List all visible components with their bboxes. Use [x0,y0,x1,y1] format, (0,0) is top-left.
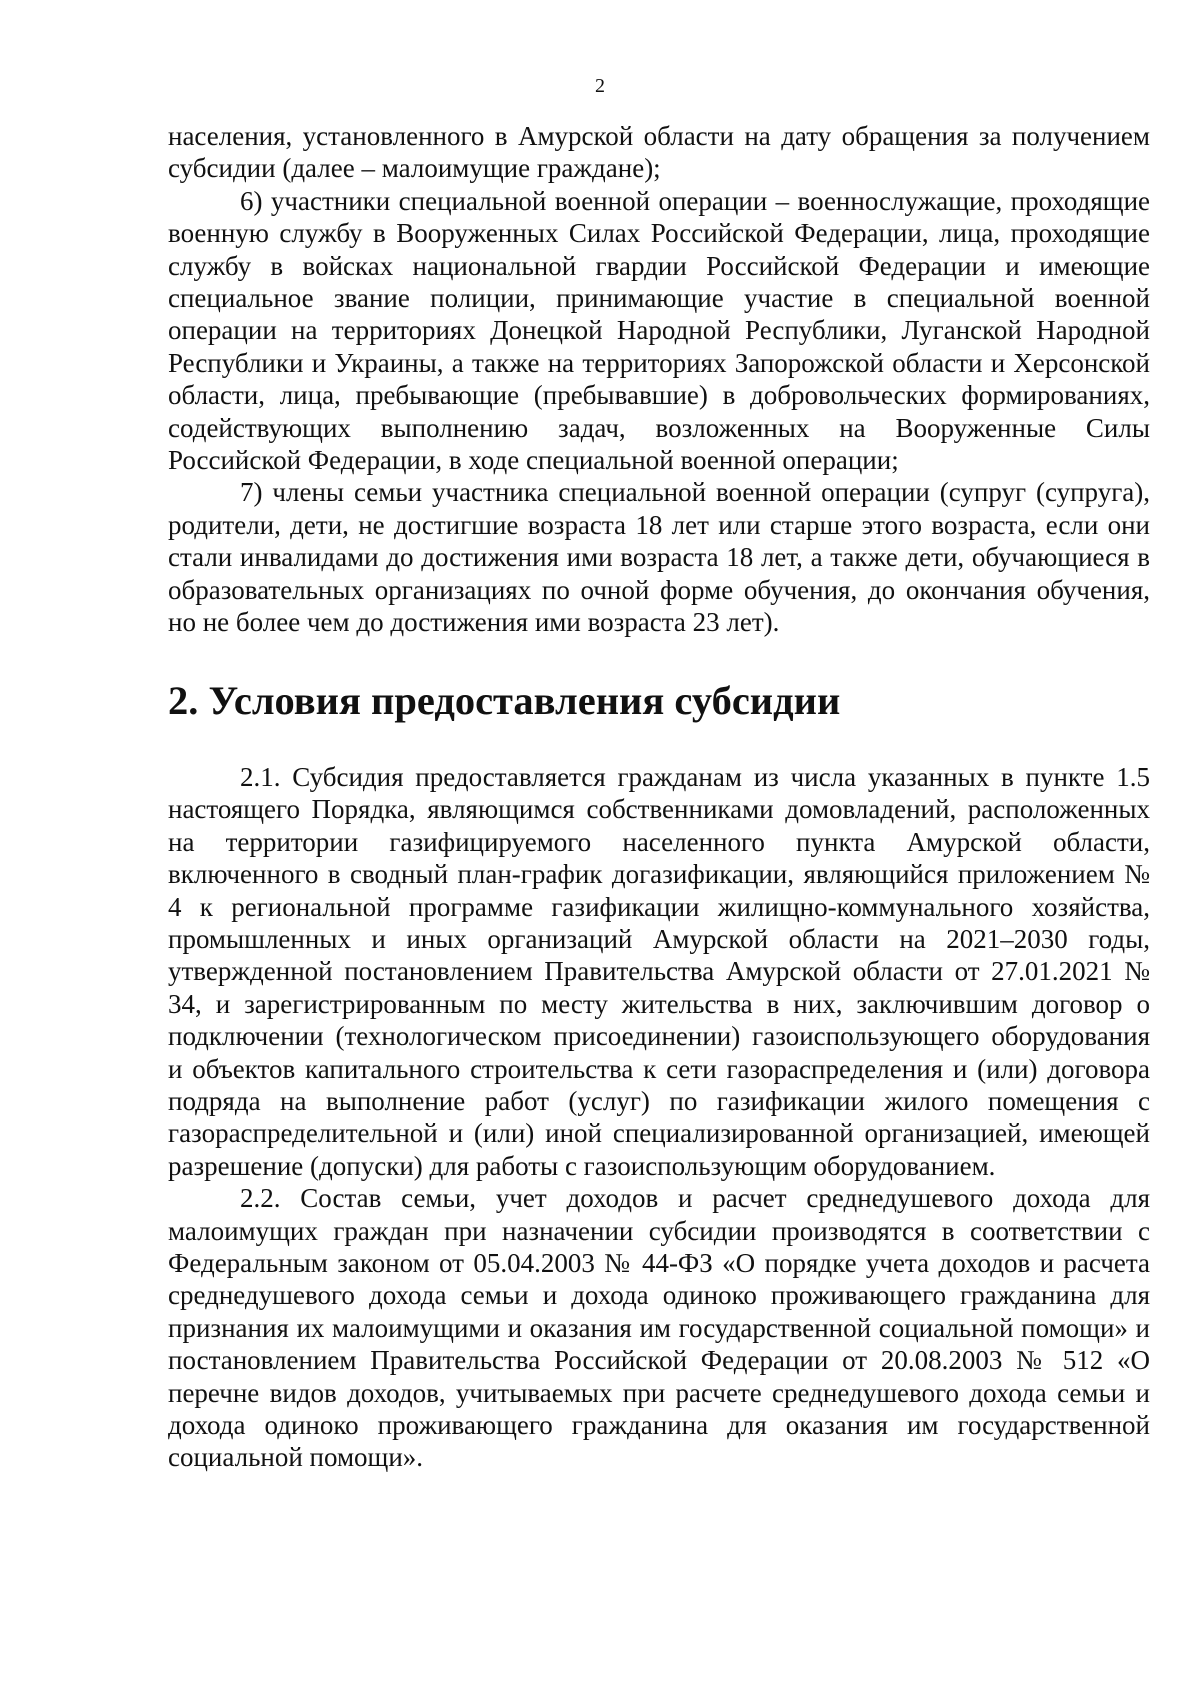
paragraph-2-2: 2.2. Состав семьи, учет доходов и расчет среднедушевого дохода для малоимущих граждан при назначении субсидии производятся в соответствии с Федеральным законом от 05.04.2003 № 44-ФЗ «О порядке учета доходов и расчета среднедушевого дохода семьи и дохода одиноко проживающего гражданина для признания их малоимущими и оказания им государственной социальной помощи» и постановлением Правительства Российской Федерации от 20.08.2003 № 512 «О перечне видов доходов, учитываемых при расчете среднедушевого дохода семьи и дохода одиноко проживающего гражданина для оказания им государственной социальной помощи». [168,1183,1150,1473]
section-heading: 2. Условия предоставления субсидии [168,677,841,723]
document-body [168,120,1150,1474]
paragraph-item-7: 7) члены семьи участника специальной военной операции (супруг (супруга), родители, дети, не достигшие возраста 18 лет или старше этого возраста, если они стали инвалидами до достижения ими возраста 18 лет, а также дети, обучающиеся в образовательных организациях по очной форме обучения, до окончания обучения, но не более чем до достижения ими возраста 23 лет). [168,477,1150,638]
page-number: 2 [595,75,605,97]
paragraph-continuation: населения, установленного в Амурской области на дату обращения за получением субсидии (далее – малоимущие граждане); [168,121,1150,184]
paragraph-2-1: 2.1. Субсидия предоставляется гражданам из числа указанных в пункте 1.5 настоящего Порядка, являющимся собственниками домовладений, расположенных на территории газифицируемого населенного пункта Амурской области, включенного в сводный план-график догазификации, являющийся приложением № 4 к региональной программе газификации жилищно-коммунального хозяйства, промышленных и иных организаций Амурской области на 2021–2030 годы, утвержденной постановлением Правительства Амурской области от 27.01.2021 № 34, и зарегистрированным по месту жительства в них, заключившим договор о подключении (технологическом присоединении) газоиспользующего оборудования и объектов капитального строительства к сети газораспределения и (или) договора подряда на выполнение работ (услуг) по газификации жилого помещения с газораспределительной и (или) иной специализированной организацией, имеющей разрешение (допуски) для работы с газоиспользующим оборудованием. [168,761,1150,1181]
paragraph-item-6: 6) участники специальной военной операции – военнослужащие, проходящие военную службу в Вооруженных Силах Российской Федерации, лица, проходящие службу в войсках национальной гвардии Российской Федерации и имеющие специальное звание полиции, принимающие участие в специальной военной операции на территориях Донецкой Народной Республики, Луганской Народной Республики и Украины, а также на территориях Запорожской области и Херсонской области, лица, пребывающие (пребывавшие) в добровольческих формированиях, содействующих выполнению задач, возложенных на Вооруженные Силы Российской Федерации, в ходе специальной военной операции; [168,185,1150,476]
